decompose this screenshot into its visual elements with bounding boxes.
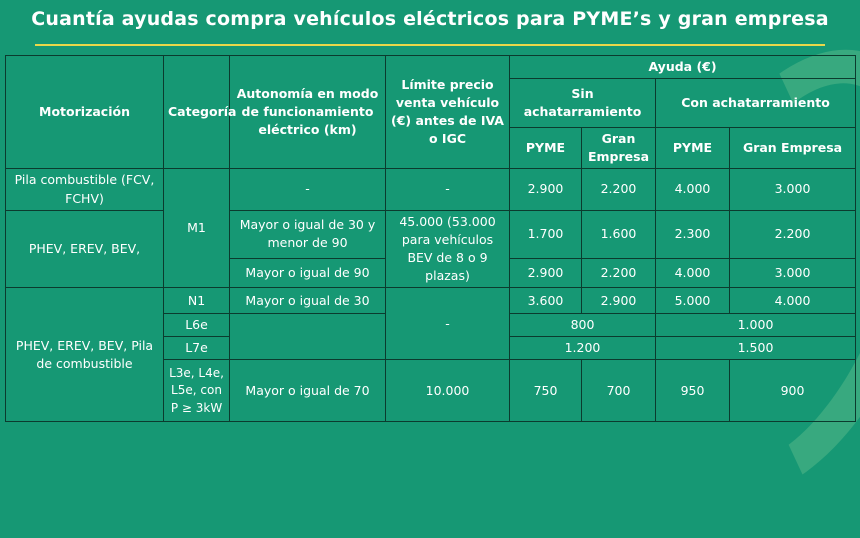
table-row bbox=[6, 288, 856, 314]
cell-value: 1.700 bbox=[510, 210, 582, 259]
cell-value-sin: 800 bbox=[510, 314, 656, 337]
cell-categoria: L7e bbox=[164, 337, 230, 360]
header-categoria: Categoría bbox=[164, 56, 230, 169]
cell-categoria: M1 bbox=[164, 169, 230, 288]
cell-value: 750 bbox=[510, 360, 582, 422]
cell-limite: - bbox=[386, 288, 510, 360]
cell-autonomia: Mayor o igual de 70 bbox=[230, 360, 386, 422]
cell-value-con: 1.500 bbox=[656, 337, 856, 360]
cell-value: 3.000 bbox=[730, 259, 856, 288]
cell-limite: - bbox=[386, 169, 510, 210]
cell-motorizacion: PHEV, EREV, BEV, Pila de combustible bbox=[6, 288, 164, 422]
cell-limite: 10.000 bbox=[386, 360, 510, 422]
cell-value: 2.900 bbox=[582, 288, 656, 314]
title-underline bbox=[35, 44, 825, 46]
cell-value: 700 bbox=[582, 360, 656, 422]
cell-value: 2.200 bbox=[582, 259, 656, 288]
header-pyme-sin: PYME bbox=[510, 128, 582, 169]
cell-value: 3.000 bbox=[730, 169, 856, 210]
ayudas-table bbox=[5, 55, 856, 422]
page-title: Cuantía ayudas compra vehículos eléctricos para PYME’s y gran empresa bbox=[31, 8, 829, 30]
cell-motorizacion: Pila combustible (FCV, FCHV) bbox=[6, 169, 164, 210]
cell-autonomia: - bbox=[230, 169, 386, 210]
cell-categoria: L6e bbox=[164, 314, 230, 337]
cell-value: 3.600 bbox=[510, 288, 582, 314]
cell-value: 5.000 bbox=[656, 288, 730, 314]
header-ayuda: Ayuda (€) bbox=[510, 56, 856, 79]
cell-value: 2.300 bbox=[656, 210, 730, 259]
cell-autonomia: Mayor o igual de 30 bbox=[230, 288, 386, 314]
cell-value: 2.900 bbox=[510, 259, 582, 288]
cell-categoria: N1 bbox=[164, 288, 230, 314]
cell-value: 1.600 bbox=[582, 210, 656, 259]
header-gran-empresa-con: Gran Empresa bbox=[730, 128, 856, 169]
header-limite-precio: Límite precio venta vehículo (€) antes de IVA o IGC bbox=[386, 56, 510, 169]
header-row-ayuda bbox=[6, 56, 856, 79]
cell-autonomia: Mayor o igual de 90 bbox=[230, 259, 386, 288]
cell-categoria: L3e, L4e, L5e, con P ≥ 3kW bbox=[164, 360, 230, 422]
cell-value-con: 1.000 bbox=[656, 314, 856, 337]
cell-motorizacion: PHEV, EREV, BEV, bbox=[6, 210, 164, 288]
header-sin-achatarramiento: Sin achatarramiento bbox=[510, 79, 656, 128]
table-row bbox=[6, 169, 856, 210]
cell-value: 950 bbox=[656, 360, 730, 422]
cell-value: 2.900 bbox=[510, 169, 582, 210]
header-pyme-con: PYME bbox=[656, 128, 730, 169]
header-gran-empresa-sin: Gran Empresa bbox=[582, 128, 656, 169]
cell-autonomia bbox=[230, 314, 386, 360]
header-autonomia: Autonomía en modo de funcionamiento eléctrico (km) bbox=[230, 56, 386, 169]
cell-autonomia: Mayor o igual de 30 y menor de 90 bbox=[230, 210, 386, 259]
cell-value: 2.200 bbox=[582, 169, 656, 210]
cell-value: 4.000 bbox=[730, 288, 856, 314]
cell-value-sin: 1.200 bbox=[510, 337, 656, 360]
table-row bbox=[6, 210, 856, 259]
header-motorizacion: Motorización bbox=[6, 56, 164, 169]
cell-limite: 45.000 (53.000 para vehículos BEV de 8 o 9 plazas) bbox=[386, 210, 510, 288]
header-con-achatarramiento: Con achatarramiento bbox=[656, 79, 856, 128]
cell-value: 2.200 bbox=[730, 210, 856, 259]
cell-value: 4.000 bbox=[656, 169, 730, 210]
cell-value: 900 bbox=[730, 360, 856, 422]
cell-value: 4.000 bbox=[656, 259, 730, 288]
